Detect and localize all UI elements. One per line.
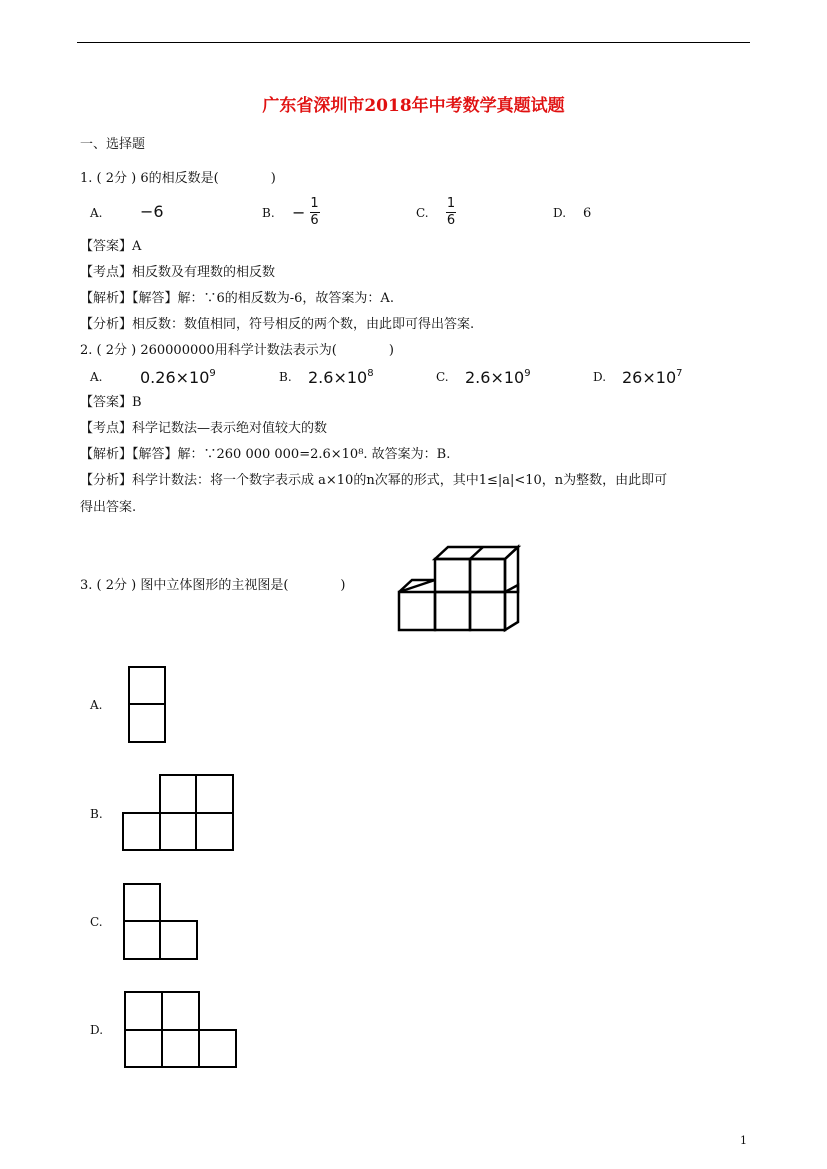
q2-option-a-base: 0.26×10 <box>140 368 210 387</box>
page-title: 广东省深圳市2018年中考数学真题试题 <box>262 96 565 116</box>
q1-option-b-denominator: 6 <box>310 213 319 228</box>
q3-option-d-label: D. <box>90 1023 104 1037</box>
q3-stem: 3. ( 2分 ) 图中立体图形的主视图是( ) <box>80 578 346 593</box>
q2-option-d-exponent: 7 <box>676 368 683 379</box>
q2-option-c-label: C. <box>436 370 449 384</box>
q2-option-a-exponent: 9 <box>209 368 216 379</box>
q1-option-c-numerator: 1 <box>446 196 456 211</box>
option-d-square-bottom-right <box>198 1029 237 1068</box>
option-a-square-top <box>128 666 166 705</box>
top-face-divider <box>470 547 483 559</box>
q3-solid-figure <box>396 540 526 634</box>
option-b-square-bottom-middle <box>159 812 197 851</box>
q2-option-d-base: 26×10 <box>622 368 677 387</box>
option-d-square-top-left <box>124 991 163 1031</box>
q1-answer: 【答案】A <box>80 239 142 254</box>
q2-option-b-label: B. <box>279 370 292 384</box>
option-c-square-top <box>123 883 161 922</box>
q1-analysis: 【解析】【解答】解：∵6的相反数为-6，故答案为：A. <box>80 291 394 306</box>
left-top-face <box>399 580 435 592</box>
q1-option-c-fraction <box>446 197 456 228</box>
header-rule <box>77 42 750 43</box>
section-heading: 一、选择题 <box>80 137 146 152</box>
q2-point: 【考点】科学记数法—表示绝对值较大的数 <box>80 421 328 436</box>
q2-option-c-base: 2.6×10 <box>465 368 525 387</box>
front-square-bottom-left <box>399 592 435 630</box>
option-c-square-bottom-left <box>123 920 161 960</box>
q2-option-d-label: D. <box>593 370 607 384</box>
q2-option-a-value <box>140 368 216 387</box>
option-b-square-top-left <box>159 774 197 814</box>
option-d-square-top-right <box>161 991 200 1031</box>
q3-option-b-label: B. <box>90 807 103 821</box>
q3-option-a-label: A. <box>90 698 103 712</box>
q1-point: 【考点】相反数及有理数的相反数 <box>80 265 276 280</box>
q2-answer: 【答案】B <box>80 395 142 410</box>
q2-commentary-line1: 【分析】科学计数法：将一个数字表示成 a×10的n次幂的形式，其中1≤|a|<10，n为整数，由此即可 <box>80 473 668 488</box>
q1-option-c-denominator: 6 <box>446 213 456 228</box>
option-b-square-bottom-right <box>195 812 234 851</box>
q1-option-b-value <box>292 197 320 228</box>
q1-option-b-fraction <box>310 197 320 228</box>
option-a-square-bottom <box>128 703 166 743</box>
q2-option-a-label: A. <box>90 370 103 384</box>
option-c-square-bottom-right <box>159 920 198 960</box>
q1-commentary: 【分析】相反数：数值相同，符号相反的两个数，由此即可得出答案. <box>80 317 475 332</box>
q2-option-c-value <box>465 368 531 387</box>
q2-option-b-value <box>308 368 374 387</box>
q1-option-d-value: 6 <box>583 206 592 221</box>
q2-analysis: 【解析】【解答】解：∵260 000 000=2.6×10⁸. 故答案为：B. <box>80 447 451 462</box>
q2-option-c-exponent: 9 <box>524 368 531 379</box>
front-square-top-right <box>470 559 505 592</box>
q1-option-b-label: B. <box>262 206 275 220</box>
option-d-square-bottom-left <box>124 1029 163 1068</box>
option-d-square-bottom-middle <box>161 1029 200 1068</box>
q2-commentary-line2: 得出答案. <box>80 500 137 515</box>
q1-option-c-value <box>446 197 456 228</box>
q2-stem: 2. ( 2分 ) 260000000用科学计数法表示为( ) <box>80 343 394 358</box>
q3-option-c-label: C. <box>90 915 103 929</box>
front-square-top-left <box>435 559 470 592</box>
q1-option-a-label: A. <box>90 206 103 220</box>
q2-option-b-base: 2.6×10 <box>308 368 368 387</box>
front-square-bottom-middle <box>435 592 470 630</box>
front-square-bottom-right <box>470 592 505 630</box>
q1-option-d-label: D. <box>553 206 567 220</box>
option-b-square-bottom-left <box>122 812 161 851</box>
q1-option-b-numerator: 1 <box>310 196 319 211</box>
q1-option-a-value: −6 <box>140 202 164 221</box>
q2-option-d-value <box>622 368 683 387</box>
q1-stem: 1. ( 2分 ) 6的相反数是( ) <box>80 171 276 186</box>
option-b-square-top-right <box>195 774 234 814</box>
q2-option-b-exponent: 8 <box>367 368 374 379</box>
q1-option-c-label: C. <box>416 206 429 220</box>
page-number: 1 <box>740 1134 747 1147</box>
q1-option-b-sign: − <box>292 203 306 222</box>
